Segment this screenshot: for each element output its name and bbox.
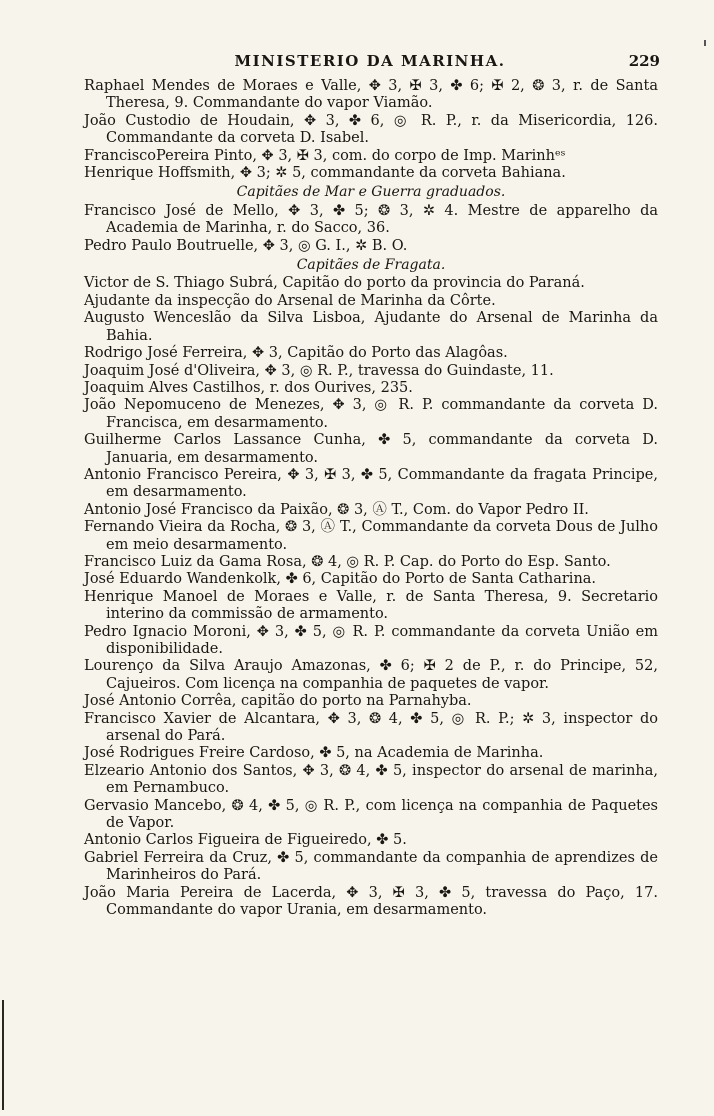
entry: Pedro Ignacio Moroni, ✥ 3, ✤ 5, ◎ R. P. commandante da corveta União em disponibilidade.: [84, 623, 658, 657]
entry: Ajudante da inspecção do Arsenal de Marinha da Côrte.: [84, 292, 496, 309]
entry: Joaquim José d'Oliveira, ✥ 3, ◎ R. P., travessa do Guindaste, 11.: [84, 362, 554, 379]
entry: Rodrigo José Ferreira, ✥ 3, Capitão do Porto das Alagôas.: [84, 345, 508, 362]
entry: Henrique Hoffsmith, ✥ 3; ✲ 5, commandante da corveta Bahiana.: [84, 165, 566, 182]
entry: Augusto Wenceslão da Silva Lisboa, Ajudante do Arsenal de Marinha da Bahia.: [84, 310, 658, 344]
entry: Francisco José de Mello, ✥ 3, ✤ 5; ❂ 3, ✲ 4. Mestre de apparelho da Academia de Marinha, r. do Sacco, 36.: [84, 202, 658, 237]
entry: Lourenço da Silva Araujo Amazonas, ✤ 6; ✠ 2 de P., r. do Principe, 52, Cajueiros. Com licença na companhia de paquetes de vapor.: [84, 658, 658, 692]
entry: Antonio Carlos Figueira de Figueiredo, ✤ 5.: [84, 832, 407, 849]
entry: Fernando Vieira da Rocha, ❂ 3, Ⓐ T., Commandante da corveta Dous de Julho em meio desarmamento.: [84, 519, 658, 553]
entry: José Rodrigues Freire Cardoso, ✤ 5, na Academia de Marinha.: [84, 745, 544, 762]
entry: FranciscoPereira Pinto, ✥ 3, ✠ 3, com. do corpo de Imp. Marinhᵉˢ: [84, 147, 566, 164]
entry: Francisco Luiz da Gama Rosa, ❂ 4, ◎ R. P. Cap. do Porto do Esp. Santo.: [84, 553, 611, 570]
entry: Antonio José Francisco da Paixão, ❂ 3, Ⓐ T., Com. do Vapor Pedro II.: [84, 501, 589, 518]
page-content: [84, 78, 658, 920]
entry: Gervasio Mancebo, ❂ 4, ✤ 5, ◎ R. P., com licença na companhia de Paquetes de Vapor.: [84, 797, 658, 832]
page-number: 229: [628, 52, 660, 70]
binding-edge-line: [2, 1000, 4, 1110]
entry: Joaquim Alves Castilhos, r. dos Ourives, 235.: [84, 379, 413, 396]
entry: José Antonio Corrêa, capitão do porto na Parnahyba.: [84, 693, 472, 710]
entry: Raphael Mendes de Moraes e Valle, ✥ 3, ✠ 3, ✤ 6; ✠ 2, ❂ 3, r. de Santa Theresa, 9. Commandante do vapor Viamão.: [84, 78, 658, 112]
running-title: MINISTERIO DA MARINHA.: [234, 52, 506, 70]
entry: Antonio Francisco Pereira, ✥ 3, ✠ 3, ✤ 5, Commandante da fragata Principe, em desarmamento.: [84, 466, 658, 501]
entry: José Eduardo Wandenkolk, ✤ 6, Capitão do Porto de Santa Catharina.: [84, 571, 597, 588]
page-speck: [704, 40, 706, 46]
section-title: Capitães de Fragata.: [296, 257, 446, 274]
entry: Pedro Paulo Boutruelle, ✥ 3, ◎ G. I., ✲ B. O.: [84, 237, 408, 254]
entry: Victor de S. Thiago Subrá, Capitão do porto da provincia do Paraná.: [84, 275, 585, 292]
entry: João Custodio de Houdain, ✥ 3, ✤ 6, ◎ R. P., r. da Misericordia, 126. Commandante da corveta D. Isabel.: [84, 112, 658, 147]
entry: João Maria Pereira de Lacerda, ✥ 3, ✠ 3, ✤ 5, travessa do Paço, 17. Commandante do vapor Urania, em desarmamento.: [84, 884, 658, 919]
section-title: Capitães de Mar e Guerra graduados.: [236, 184, 506, 201]
entry: João Nepomuceno de Menezes, ✥ 3, ◎ R. P. commandante da corveta D. Francisca, em desarmamento.: [84, 397, 658, 431]
page-header: [80, 52, 660, 76]
entry: Henrique Manoel de Moraes e Valle, r. de Santa Theresa, 9. Secretario interino da commissão de armamento.: [84, 588, 658, 623]
entry: Gabriel Ferreira da Cruz, ✤ 5, commandante da companhia de aprendizes de Marinheiros do Pará.: [84, 849, 658, 884]
entry: Elzeario Antonio dos Santos, ✥ 3, ❂ 4, ✤ 5, inspector do arsenal de marinha, em Pernambuco.: [84, 762, 658, 797]
entry: Guilherme Carlos Lassance Cunha, ✤ 5, commandante da corveta D. Januaria, em desarmamento.: [84, 432, 658, 466]
entry: Francisco Xavier de Alcantara, ✥ 3, ❂ 4, ✤ 5, ◎ R. P.; ✲ 3, inspector do arsenal do Pará.: [84, 710, 658, 745]
